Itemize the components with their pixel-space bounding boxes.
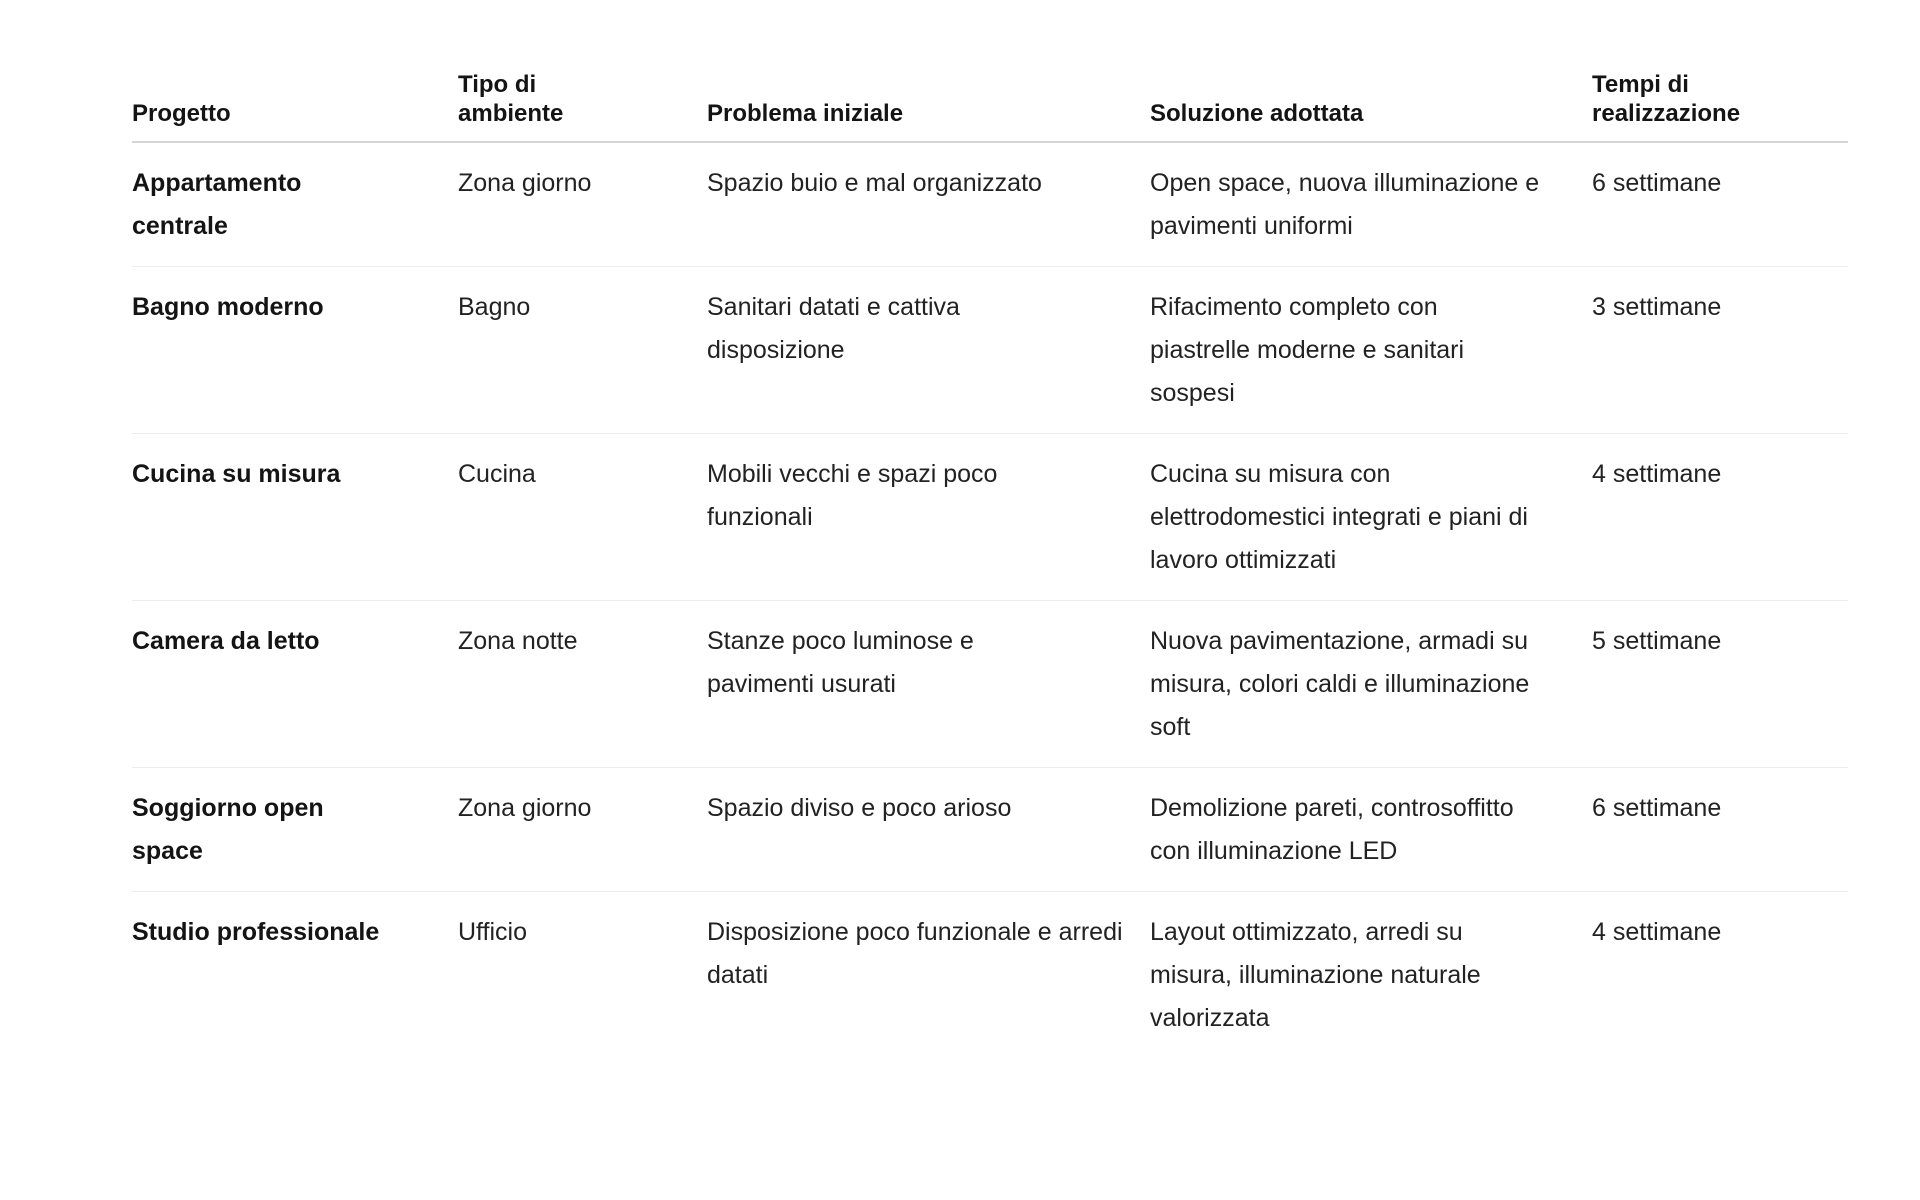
table-row [132,768,1848,892]
cell-environment-type: Cucina [458,434,707,601]
cell-project: Soggiorno open space [132,768,458,892]
cell-timeframe: 3 settimane [1592,267,1848,434]
projects-table-container [132,70,1848,1058]
table-row [132,892,1848,1059]
cell-timeframe: 5 settimane [1592,601,1848,768]
cell-environment-type: Bagno [458,267,707,434]
table-header [132,70,1848,142]
projects-table [132,70,1848,1058]
cell-environment-type: Zona giorno [458,768,707,892]
cell-timeframe: 4 settimane [1592,434,1848,601]
header-timeframe: Tempi di realizzazione [1592,70,1848,142]
cell-project: Studio professionale [132,918,380,946]
cell-adopted-solution: Demolizione pareti, controsoffitto con illuminazione LED [1150,768,1592,892]
cell-project: Bagno moderno [132,267,458,434]
header-adopted-solution: Soluzione adottata [1150,70,1592,142]
table-row [132,142,1848,267]
cell-project: Appartamento centrale [132,142,458,267]
cell-adopted-solution: Cucina su misura con elettrodomestici integrati e piani di lavoro ottimizzati [1150,434,1592,601]
cell-project: Camera da letto [132,601,458,768]
cell-timeframe: 6 settimane [1592,142,1848,267]
cell-initial-problem: Disposizione poco funzionale e arredi datati [707,918,1123,989]
header-row [132,70,1848,142]
cell-adopted-solution: Open space, nuova illuminazione e pavimenti uniformi [1150,142,1592,267]
cell-initial-problem: Stanze poco luminose e pavimenti usurati [707,601,1150,768]
table-row [132,434,1848,601]
cell-initial-problem: Sanitari datati e cattiva disposizione [707,267,1150,434]
header-environment-type: Tipo di ambiente [458,70,707,142]
cell-adopted-solution: Rifacimento completo con piastrelle moderne e sanitari sospesi [1150,267,1592,434]
cell-timeframe: 6 settimane [1592,768,1848,892]
cell-environment-type: Zona notte [458,601,707,768]
cell-timeframe: 4 settimane [1592,918,1722,946]
table-row [132,601,1848,768]
cell-environment-type: Zona giorno [458,142,707,267]
table-row [132,267,1848,434]
header-initial-problem: Problema iniziale [707,70,1150,142]
table-body [132,142,1848,1058]
cell-adopted-solution: Nuova pavimentazione, armadi su misura, colori caldi e illuminazione soft [1150,601,1592,768]
cell-initial-problem: Spazio diviso e poco arioso [707,768,1150,892]
cell-environment-type: Ufficio [458,918,528,946]
cell-initial-problem: Mobili vecchi e spazi poco funzionali [707,434,1150,601]
cell-project: Cucina su misura [132,434,458,601]
cell-adopted-solution: Layout ottimizzato, arredi su misura, illuminazione naturale valorizzata [1150,918,1481,1032]
cell-initial-problem: Spazio buio e mal organizzato [707,142,1150,267]
header-project: Progetto [132,70,458,142]
